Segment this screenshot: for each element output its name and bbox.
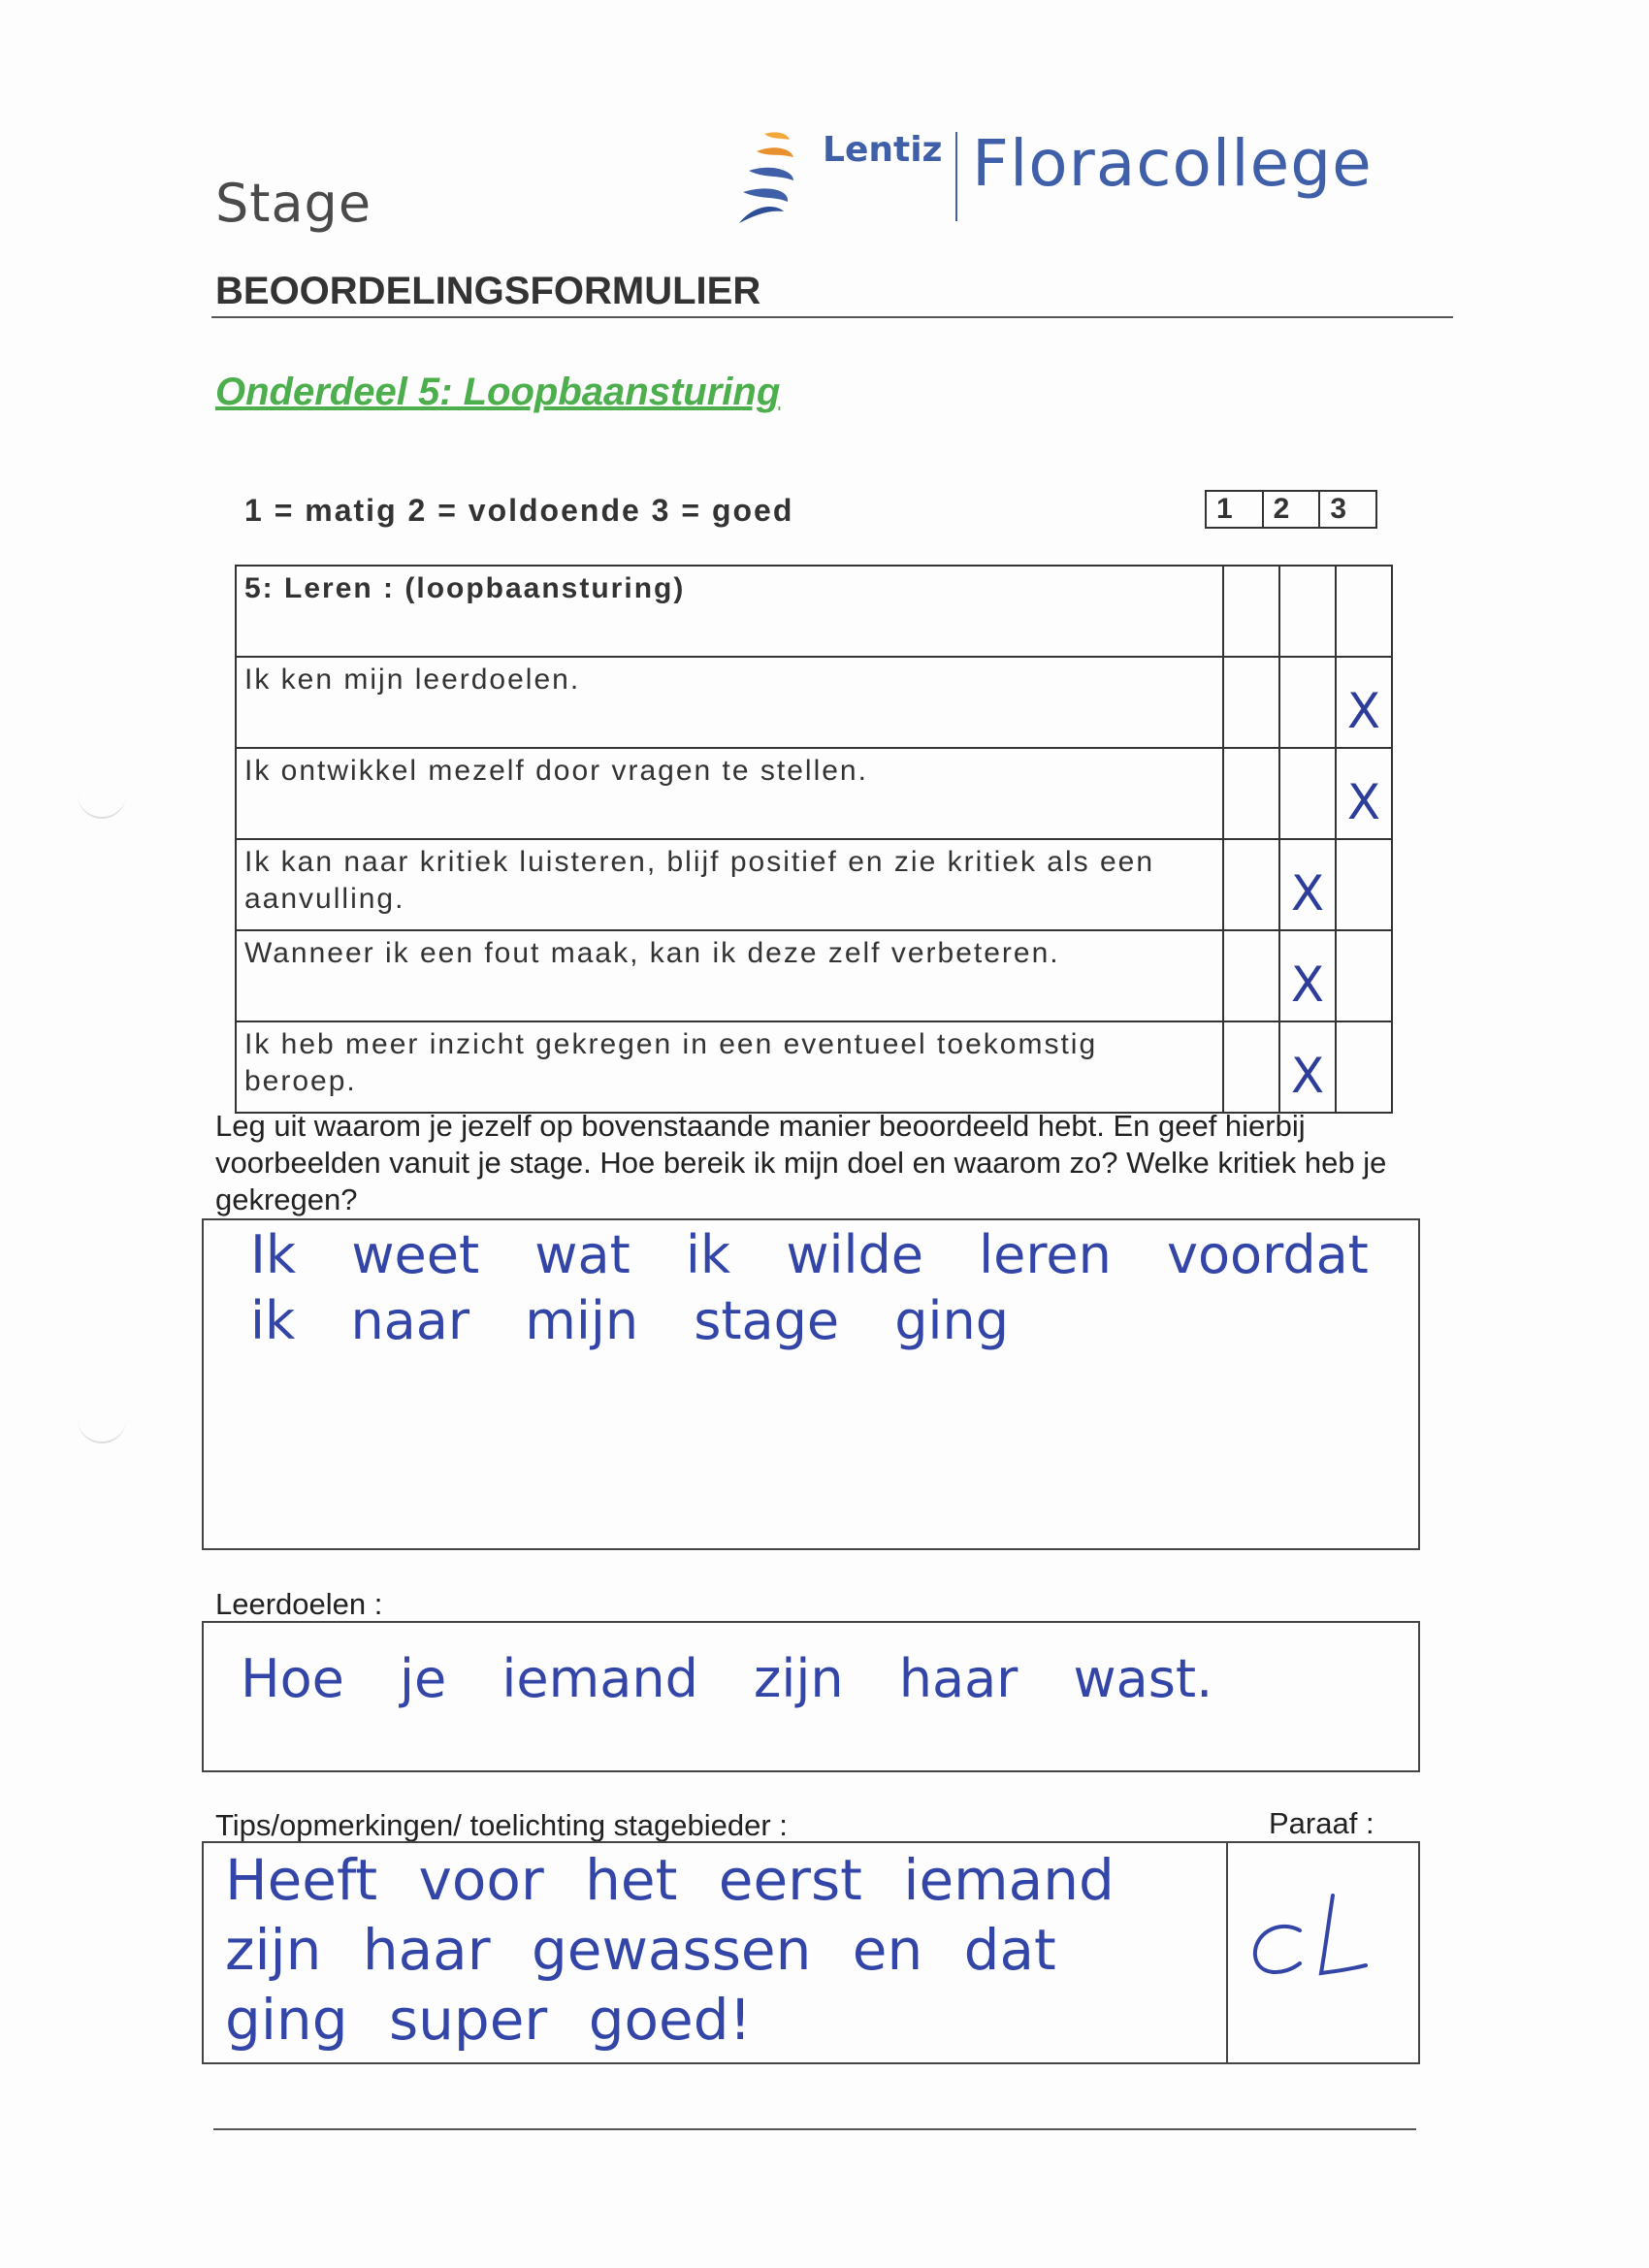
score-cell [1279,566,1336,657]
score-cell-2[interactable] [1279,748,1336,839]
score-cell-1[interactable] [1223,839,1279,930]
section-title: Onderdeel 5: Loopbaansturing [215,371,781,413]
rating-table-heading: 5: Leren : (loopbaansturing) [236,566,1223,657]
tips-label: Tips/opmerkingen/ toelichting stagebieder : [215,1808,788,1842]
scale-legend: 1 = matig 2 = voldoende 3 = goed [244,493,794,528]
paraaf-signature-icon [1240,1892,1375,1998]
score-mark: X [1290,956,1325,1013]
score-cell-3[interactable] [1336,748,1392,839]
tips-paraaf-divider [1226,1843,1228,2062]
score-cell-3[interactable] [1336,657,1392,748]
score-cell-1[interactable] [1223,930,1279,1021]
punch-hole-mark [78,1418,126,1443]
score-cell-2[interactable] [1279,1021,1336,1113]
rating-table [235,565,1393,1114]
tips-field[interactable] [202,1841,1420,2064]
score-mark: X [1346,683,1381,739]
score-cell-1[interactable] [1223,1021,1279,1113]
form-title: BEOORDELINGSFORMULIER [215,270,761,312]
rating-statement: Ik kan naar kritiek luisteren, blijf positief en zie kritiek als een aanvulling. [236,839,1223,930]
table-row [236,657,1392,748]
leerdoelen-label: Leerdoelen : [215,1587,383,1621]
rating-statement: Wanneer ik een fout maak, kan ik deze zelf verbeteren. [236,930,1223,1021]
score-cell-3[interactable] [1336,930,1392,1021]
score-mark: X [1290,865,1325,922]
table-row [236,748,1392,839]
explanation-answer-field[interactable] [202,1218,1420,1550]
score-cell-2[interactable] [1279,657,1336,748]
logo-divider [955,132,957,221]
logo-brand-text: Lentiz [823,130,943,170]
tips-answer: Heeft voor het eerst iemand zijn haar gewassen en dat ging super goed! [225,1847,1115,2053]
score-mark: X [1346,774,1381,830]
table-row [236,930,1392,1021]
flame-logo-icon [735,126,813,233]
score-cell-1[interactable] [1223,748,1279,839]
scale-header [1205,490,1377,529]
score-cell-2[interactable] [1279,839,1336,930]
score-cell-3[interactable] [1336,839,1392,930]
paraaf-label: Paraaf : [1269,1806,1374,1840]
footer-divider [213,2128,1416,2130]
school-logo [735,116,1375,243]
score-cell-1[interactable] [1223,657,1279,748]
score-cell [1336,566,1392,657]
leerdoelen-field[interactable] [202,1621,1420,1772]
rating-statement: Ik ontwikkel mezelf door vragen te stellen. [236,748,1223,839]
scale-col-3: 3 [1330,493,1347,525]
score-mark: X [1290,1048,1325,1104]
logo-college-text: Floracollege [972,126,1373,201]
punch-hole-mark [78,794,126,819]
rating-table-heading-row [236,566,1392,657]
scale-col-1: 1 [1207,492,1264,527]
score-cell-3[interactable] [1336,1021,1392,1113]
leerdoelen-answer: Hoe je iemand zijn haar wast. [241,1648,1213,1709]
header-divider [211,316,1453,318]
scale-col-2: 2 [1264,492,1321,527]
explanation-answer: Ik weet wat ik wilde leren voordat ik naar mijn stage ging [250,1224,1369,1351]
rating-statement: Ik heb meer inzicht gekregen in een eventueel toekomstig beroep. [236,1021,1223,1113]
score-cell [1223,566,1279,657]
table-row [236,839,1392,930]
score-cell-2[interactable] [1279,930,1336,1021]
table-row [236,1021,1392,1113]
page-title: Stage [215,173,372,234]
rating-statement: Ik ken mijn leerdoelen. [236,657,1223,748]
explanation-question: Leg uit waarom je jezelf op bovenstaande manier beoordeeld hebt. En geef hierbij voorbeelden vanuit je stage. Hoe bereik ik mijn doel en waarom zo? Welke kritiek heb je gekregen? [215,1109,1387,1216]
